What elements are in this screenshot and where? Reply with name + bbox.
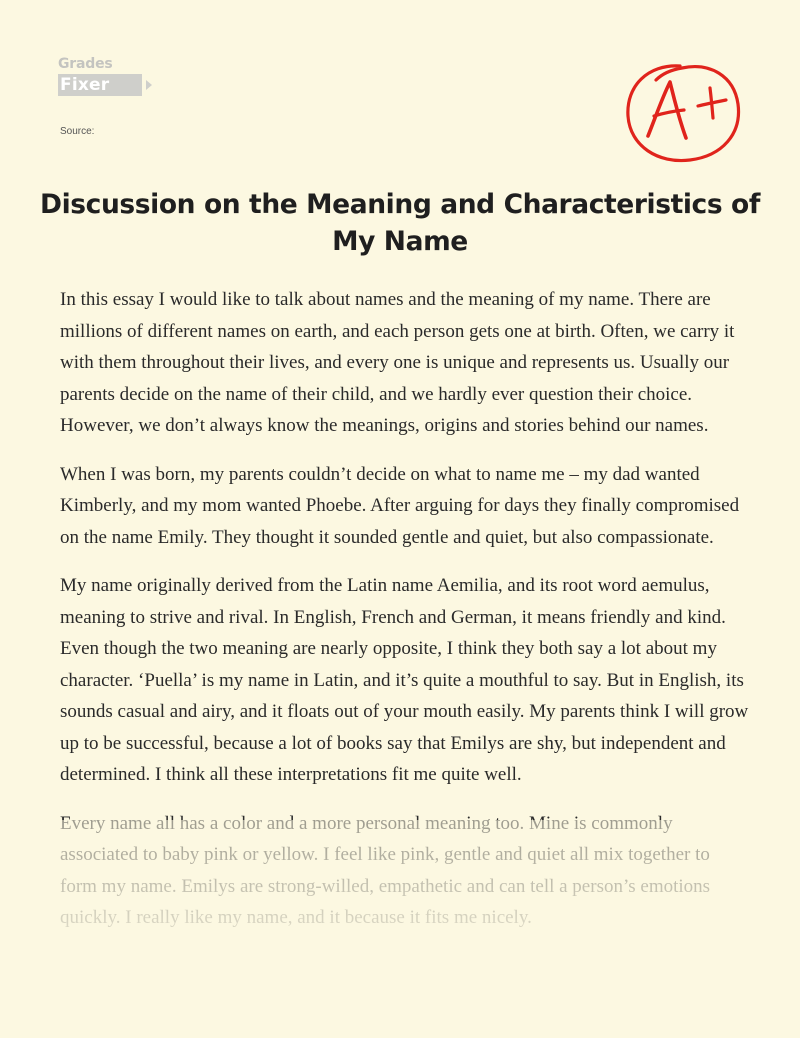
grade-badge-text: A+ [618,45,639,62]
logo-top-text: Grades [58,56,113,72]
grade-badge-icon [618,45,748,168]
gradesfixer-logo[interactable] [58,56,158,106]
essay-title: Discussion on the Meaning and Characteristics of My Name [40,189,760,257]
essay-paragraph-3: My name originally derived from the Latin name Aemilia, and its root word aemulus, meaning to strive and rival. In English, French and German, it means friendly and kind. Even though the two meaning are nearly opposite, I think they both say a lot about my character. ‘Puella’ is my name in Latin, and it’s quite a mouthful to say. But in English, its sounds casual and airy, and it floats out of your mouth easily. My parents think I will grow up to be successful, because a lot of books say that Emilys are shy, but independent and determined. I think all these interpretations fit me quite well. [60,575,749,785]
logo-bottom-text: Fixer [60,75,110,95]
logo-arrow-icon [146,80,152,90]
essay-paragraph-2: When I was born, my parents couldn’t decide on what to name me – my dad wanted Kimberly, and my mom wanted Phoebe. After arguing for days they finally compromised on the name Emily. They thought it sounded gentle and quiet, but also compassionate. [60,463,740,548]
essay-paragraph-1: In this essay I would like to talk about names and the meaning of my name. There are millions of different names on earth, and each person gets one at birth. Often, we carry it with them throughout their lives, and every one is unique and represents us. Usually our parents decide on the name of their child, and we hardly ever question their choice. However, we don’t always know the meanings, origins and stories behind our names. [60,289,735,436]
source-label: Source: [60,126,95,137]
content-fade-overlay [0,820,800,1038]
